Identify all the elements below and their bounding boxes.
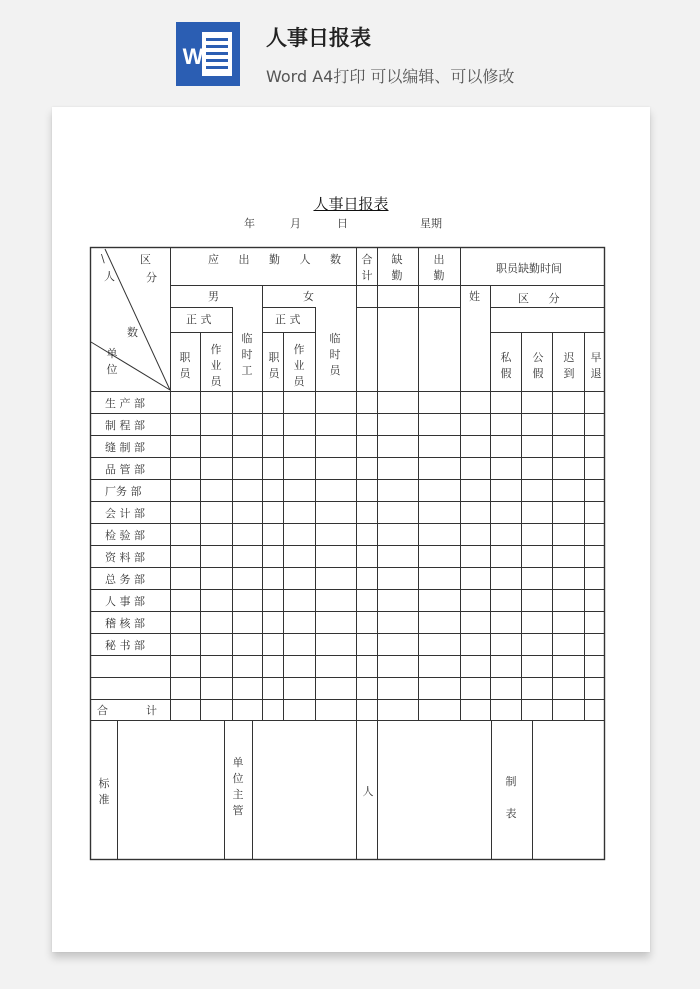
header-clerk-male: 职员 <box>179 351 191 380</box>
dept-row-label: 会 计 部 <box>105 507 145 520</box>
corner-ren: 人 <box>104 270 115 283</box>
footer-standard: 标准 <box>98 777 110 806</box>
header-should-attend: 应 出 勤 人 数 <box>208 253 349 266</box>
header-official-leave: 公假 <box>532 351 544 380</box>
dept-row-label: 品 管 部 <box>105 463 145 476</box>
page-title: 人事日报表 <box>266 26 371 50</box>
date-day-label: 日 <box>337 217 348 230</box>
total-row-he: 合 <box>97 704 108 717</box>
header-temp-worker: 临时工 <box>241 332 253 377</box>
corner-shu: 数 <box>127 326 138 339</box>
dept-row-label: 总 务 部 <box>105 573 145 586</box>
dept-row-label: 人 事 部 <box>105 595 145 608</box>
header-temp-staff: 临时员 <box>329 332 341 377</box>
header-present: 出勤 <box>433 253 445 282</box>
header-formal-male: 正 式 <box>186 313 212 326</box>
header-male: 男 <box>208 290 219 303</box>
logo-letter: W <box>182 44 204 69</box>
header-name: 姓 <box>469 290 480 303</box>
corner-qu: 区 <box>140 253 151 266</box>
header-female: 女 <box>303 290 314 303</box>
footer-person: 人 <box>362 785 374 798</box>
dept-row-label: 秘 书 部 <box>105 639 145 652</box>
dept-row-label: 缝 制 部 <box>105 441 145 454</box>
document-title: 人事日报表 <box>313 195 389 213</box>
header-private-leave: 私假 <box>500 351 512 380</box>
header-absent: 缺勤 <box>391 253 403 282</box>
corner-danwei: 单位 <box>106 347 118 376</box>
date-month-label: 月 <box>290 217 301 230</box>
dept-row-label: 资 料 部 <box>105 551 145 564</box>
corner-backslash: \ <box>101 252 105 265</box>
corner-fen: 分 <box>146 271 157 284</box>
date-weekday-label: 星期 <box>420 217 442 230</box>
header-total: 合计 <box>361 253 373 282</box>
header-staff-absence-time: 职员缺勤时间 <box>496 262 562 275</box>
dept-row-label: 生 产 部 <box>105 397 145 410</box>
header-late: 迟到 <box>563 351 575 380</box>
header-worker-male: 作业员 <box>210 343 222 388</box>
dept-row-label: 制 程 部 <box>105 419 145 432</box>
dept-row-label: 厂务 部 <box>105 485 142 498</box>
header-worker-female: 作业员 <box>293 343 305 388</box>
header-formal-female: 正 式 <box>275 313 301 326</box>
header-category: 区 分 <box>518 292 568 305</box>
footer-maker: 制表 <box>505 775 517 820</box>
total-row-ji: 计 <box>146 704 157 717</box>
dept-row-label: 检 验 部 <box>105 529 145 542</box>
header-early-leave: 早退 <box>590 351 602 380</box>
page-subtitle: Word A4打印 可以编辑、可以修改 <box>266 67 515 86</box>
date-year-label: 年 <box>244 217 255 230</box>
footer-unit-supervisor: 单位主管 <box>232 756 244 817</box>
dept-row-label: 稽 核 部 <box>105 617 145 630</box>
header-clerk-female: 职员 <box>268 351 280 380</box>
